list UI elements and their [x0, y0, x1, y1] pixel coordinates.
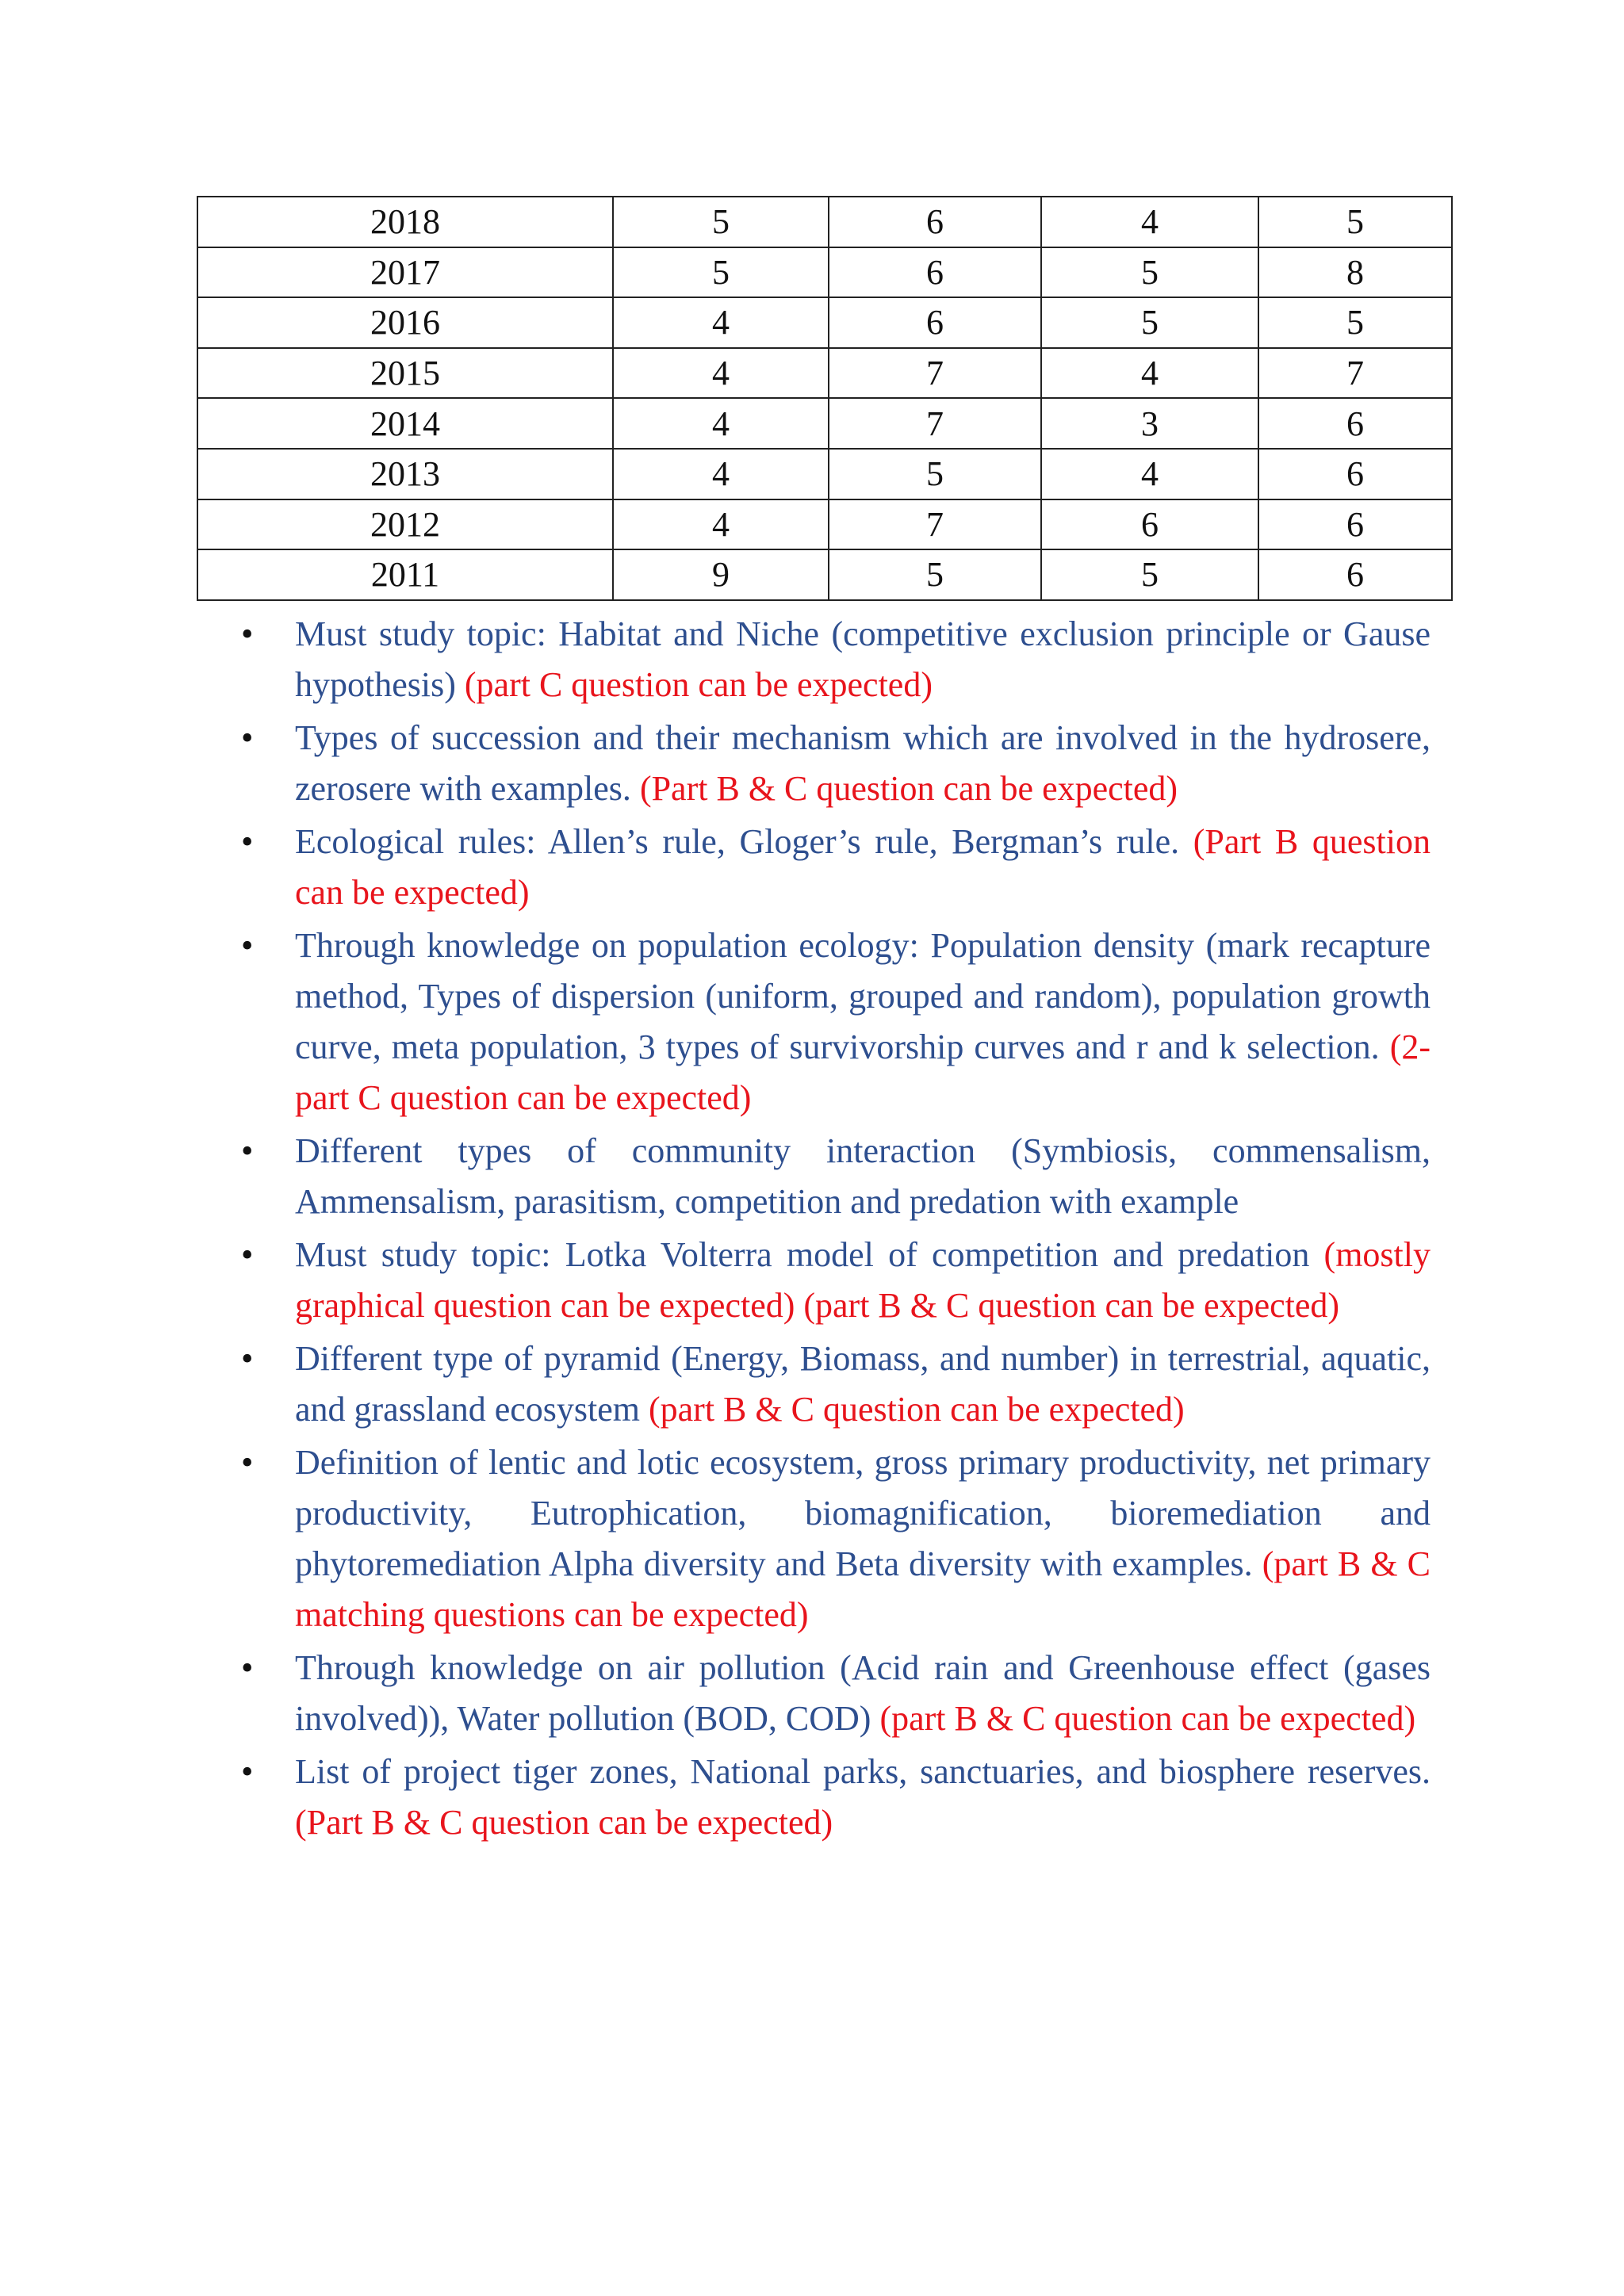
- count-cell: 7: [1258, 348, 1452, 399]
- year-cell: 2014: [197, 398, 613, 449]
- topic-item: [241, 1643, 1431, 1744]
- year-cell: 2013: [197, 449, 613, 499]
- count-cell: 5: [613, 197, 829, 247]
- topic-item: [241, 609, 1431, 710]
- bullet-icon: •: [241, 1443, 254, 1482]
- topic-item: [241, 817, 1431, 918]
- year-counts-table: [197, 196, 1453, 601]
- year-cell: 2012: [197, 499, 613, 550]
- bullet-icon: •: [241, 1648, 254, 1687]
- expectation-note: (Part B & C question can be expected): [295, 1803, 833, 1842]
- count-cell: 4: [1041, 449, 1258, 499]
- topic-text: Definition of lentic and lotic ecosystem, gross primary productivity, net primary productivity, Eutrophication, biomagnification, bioremediation and phytoremediation Alpha diversity and Beta diversity with examples.: [295, 1443, 1431, 1583]
- expectation-note: (Part B question can be expected): [295, 822, 1431, 912]
- count-cell: 5: [1041, 549, 1258, 600]
- topic-item: [241, 1437, 1431, 1640]
- expectation-note: (part B & C matching questions can be expected): [295, 1544, 1431, 1634]
- count-cell: 5: [829, 549, 1041, 600]
- count-cell: 6: [1041, 499, 1258, 550]
- topic-item: [241, 1334, 1431, 1435]
- topic-item: [241, 713, 1431, 814]
- topic-item: [241, 1126, 1431, 1227]
- count-cell: 7: [829, 499, 1041, 550]
- count-cell: 3: [1041, 398, 1258, 449]
- count-cell: 4: [613, 297, 829, 348]
- count-cell: 5: [829, 449, 1041, 499]
- count-cell: 7: [829, 348, 1041, 399]
- count-cell: 6: [1258, 549, 1452, 600]
- topic-text: Through knowledge on population ecology: Population density (mark recapture method, Types of dispersion (uniform, grouped and random), population growth curve, meta population, 3 types of survivorship curves and r and k selection.: [295, 926, 1431, 1066]
- count-cell: 5: [1258, 197, 1452, 247]
- table-row: [197, 499, 1452, 550]
- expectation-note: (Part B & C question can be expected): [639, 769, 1178, 808]
- topic-text: Must study topic: Habitat and Niche (competitive exclusion principle or Gause hypothesis): [295, 614, 1431, 704]
- topic-text: Must study topic: Lotka Volterra model of competition and predation: [295, 1235, 1324, 1274]
- expectation-note: (part B & C question can be expected): [649, 1390, 1185, 1429]
- count-cell: 4: [1041, 348, 1258, 399]
- topic-text: List of project tiger zones, National parks, sanctuaries, and biosphere reserves.: [295, 1752, 1431, 1791]
- count-cell: 8: [1258, 247, 1452, 298]
- bullet-icon: •: [241, 1235, 254, 1274]
- count-cell: 9: [613, 549, 829, 600]
- bullet-icon: •: [241, 1131, 254, 1170]
- count-cell: 6: [1258, 398, 1452, 449]
- table-row: [197, 398, 1452, 449]
- year-cell: 2017: [197, 247, 613, 298]
- count-cell: 7: [829, 398, 1041, 449]
- bullet-icon: •: [241, 1339, 254, 1378]
- table-body: [197, 197, 1452, 600]
- topic-item: [241, 920, 1431, 1123]
- count-cell: 6: [1258, 449, 1452, 499]
- count-cell: 5: [613, 247, 829, 298]
- bullet-icon: •: [241, 614, 254, 653]
- topic-item: [241, 1230, 1431, 1331]
- count-cell: 4: [613, 449, 829, 499]
- topic-list: [241, 609, 1431, 1850]
- topic-text: Different types of community interaction (Symbiosis, commensalism, Ammensalism, parasitism, competition and predation with example: [295, 1131, 1431, 1221]
- count-cell: 6: [1258, 499, 1452, 550]
- expectation-note: (part B & C question can be expected): [879, 1699, 1416, 1738]
- year-cell: 2016: [197, 297, 613, 348]
- count-cell: 4: [613, 348, 829, 399]
- year-cell: 2011: [197, 549, 613, 600]
- table-row: [197, 549, 1452, 600]
- count-cell: 6: [829, 197, 1041, 247]
- bullet-icon: •: [241, 1752, 254, 1791]
- year-cell: 2015: [197, 348, 613, 399]
- topic-text: Different type of pyramid (Energy, Biomass, and number) in terrestrial, aquatic, and grassland ecosystem: [295, 1339, 1431, 1429]
- count-cell: 6: [829, 297, 1041, 348]
- bullet-icon: •: [241, 926, 254, 965]
- count-cell: 4: [1041, 197, 1258, 247]
- count-cell: 4: [613, 499, 829, 550]
- expectation-note: (part C question can be expected): [464, 665, 933, 704]
- bullet-icon: •: [241, 822, 254, 861]
- table-row: [197, 197, 1452, 247]
- expectation-note: (2-part C question can be expected): [295, 1027, 1431, 1117]
- topic-text: Types of succession and their mechanism which are involved in the hydrosere, zerosere with examples.: [295, 718, 1431, 808]
- count-cell: 6: [829, 247, 1041, 298]
- year-cell: 2018: [197, 197, 613, 247]
- expectation-note: (mostly graphical question can be expected) (part B & C question can be expected): [295, 1235, 1431, 1325]
- topic-text: Through knowledge on air pollution (Acid rain and Greenhouse effect (gases involved)), Water pollution (BOD, COD): [295, 1648, 1431, 1738]
- table-row: [197, 348, 1452, 399]
- topic-text: Ecological rules: Allen’s rule, Gloger’s rule, Bergman’s rule.: [295, 822, 1193, 861]
- table-row: [197, 297, 1452, 348]
- table-row: [197, 247, 1452, 298]
- table-row: [197, 449, 1452, 499]
- count-cell: 5: [1041, 247, 1258, 298]
- count-cell: 5: [1258, 297, 1452, 348]
- count-cell: 4: [613, 398, 829, 449]
- count-cell: 5: [1041, 297, 1258, 348]
- topic-item: [241, 1747, 1431, 1848]
- bullet-icon: •: [241, 718, 254, 757]
